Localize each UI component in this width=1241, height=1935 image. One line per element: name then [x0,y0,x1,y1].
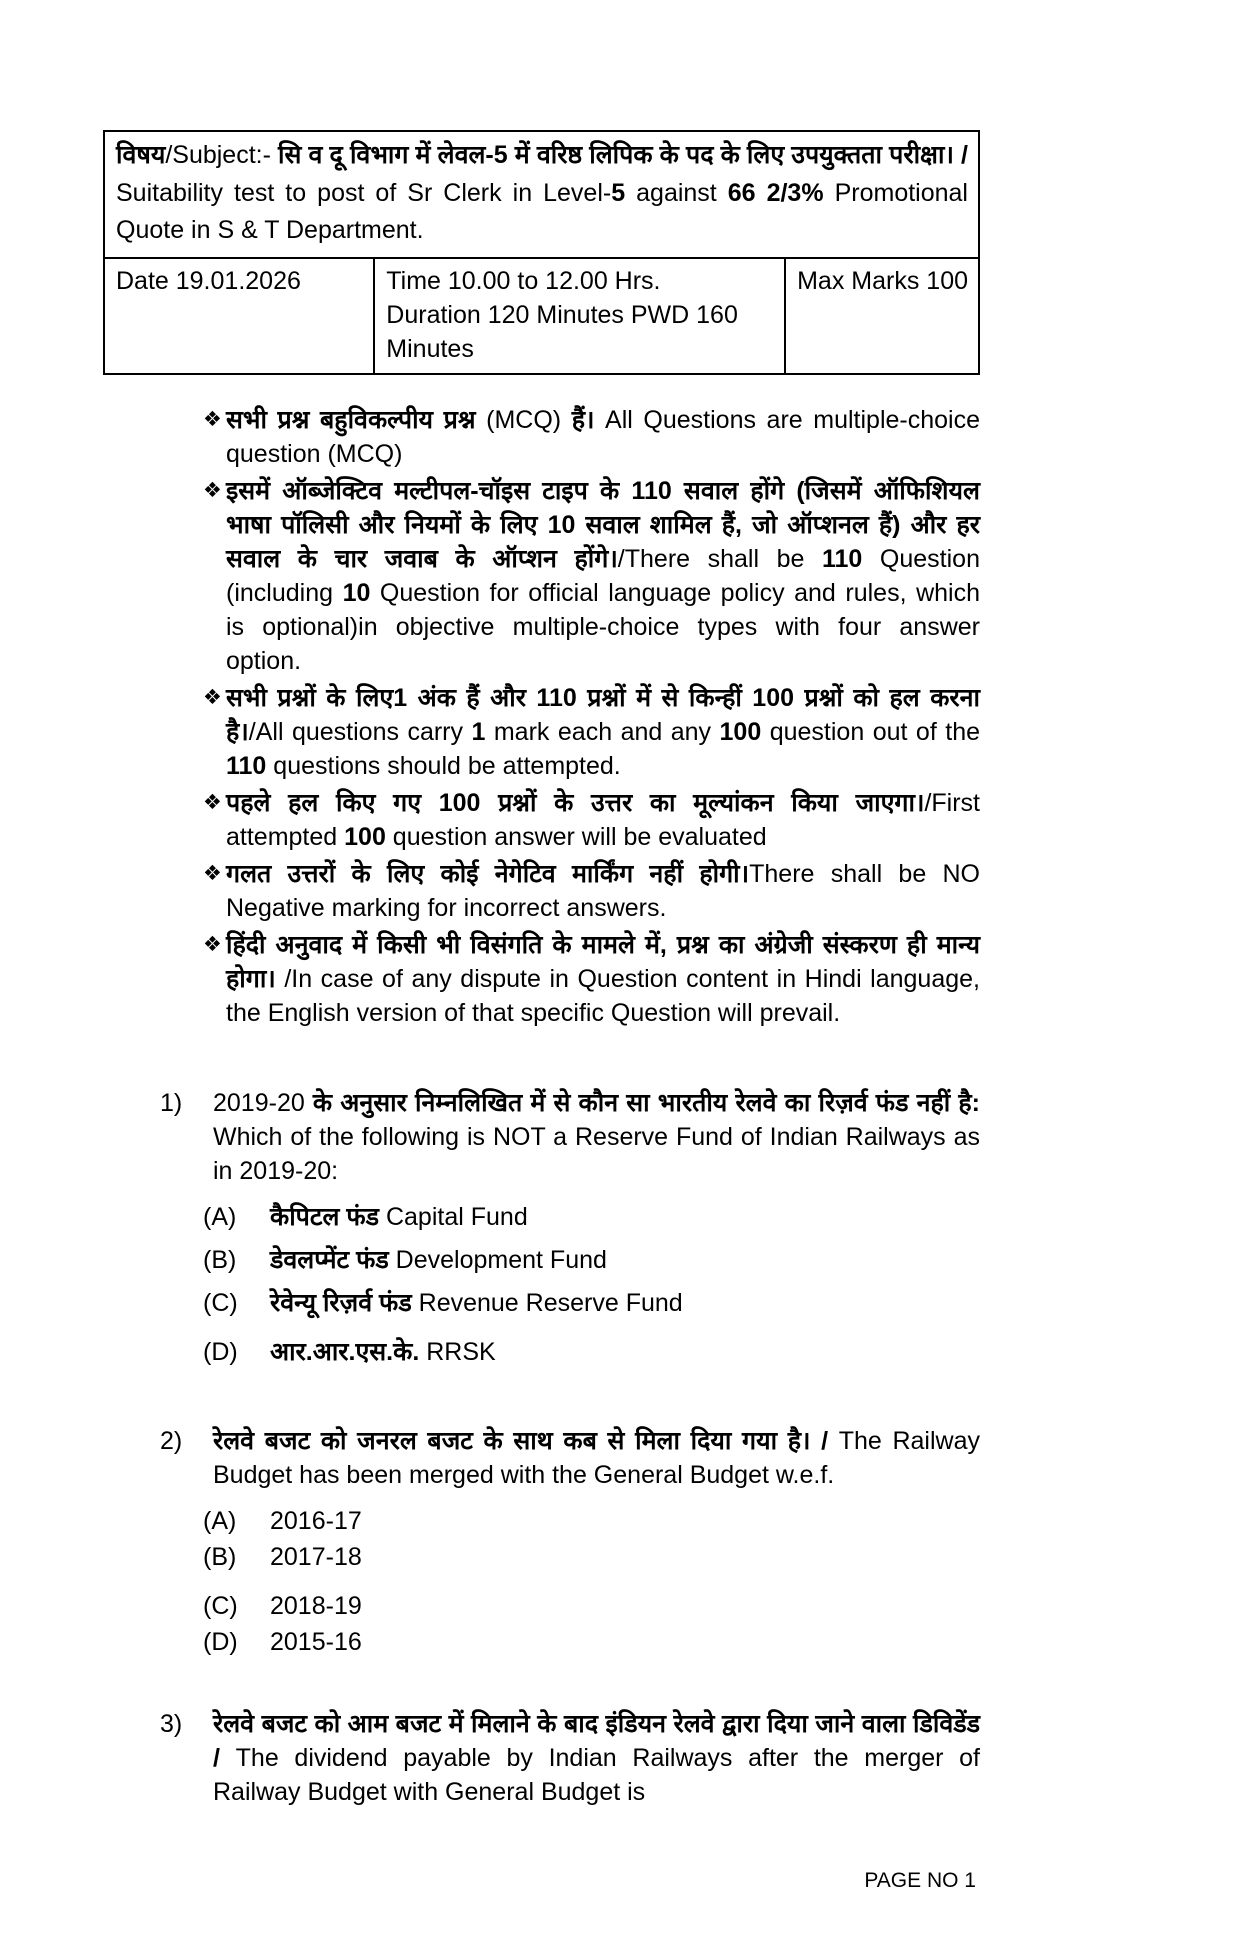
exam-meta-row [104,258,979,374]
instruction-item [203,403,980,471]
subject-row [104,131,979,258]
question-number: 2) [160,1426,183,1455]
instructions-list [103,403,980,1030]
option-label: (A) [203,1506,237,1535]
option-text: 2018-19 [270,1591,362,1620]
question-number: 3) [160,1709,183,1738]
option-text: कैपिटल फंड Capital Fund [270,1202,528,1231]
option-label: (B) [203,1542,237,1571]
option-text: 2015-16 [270,1627,362,1656]
option-label: (D) [203,1627,238,1656]
option-a [203,1504,980,1538]
diamond-bullet-icon: ❖ [203,932,222,956]
question-3 [103,1707,980,1821]
option-text: डेवलप्मेंट फंड Development Fund [270,1245,607,1274]
instruction-text: पहले हल किए गए 100 प्रश्नों के उत्तर का मूल्यांकन किया जाएगा।/First attempted 100 question answer will be evaluated [226,788,980,851]
option-b [203,1243,980,1277]
options-list [203,1504,980,1659]
option-label: (B) [203,1245,237,1274]
instruction-text: इसमें ऑब्जेक्टिव मल्टीपल-चॉइस टाइप के 110 सवाल होंगे (जिसमें ऑफिशियल भाषा पॉलिसी और नियमों के लिए 10 सवाल शामिल हैं, जो ऑप्शनल हैं) और हर सवाल के चार जवाब के ऑप्शन होंगे।/There shall be 110 Question (including 10 Question for official language policy and rules, which is optional)in objective multiple-choice types with four answer option. [226,476,980,675]
options-list [203,1200,980,1369]
diamond-bullet-icon: ❖ [203,407,222,431]
instruction-item [203,786,980,854]
diamond-bullet-icon: ❖ [203,685,222,709]
instruction-text: हिंदी अनुवाद में किसी भी विसंगति के मामले में, प्रश्न का अंग्रेजी संस्करण ही मान्य होगा। /In case of any dispute in Question content in Hindi language, the English version of that specific Question will prevail. [226,930,980,1027]
option-label: (A) [203,1202,237,1231]
exam-duration: Duration 120 Minutes PWD 160 Minutes [386,300,738,363]
option-label: (C) [203,1591,238,1620]
option-d [203,1335,980,1369]
option-c [203,1589,980,1623]
question-1 [103,1086,980,1378]
instruction-item [203,474,980,678]
exam-time-cell [374,258,785,374]
question-text: रेलवे बजट को जनरल बजट के साथ कब से मिला दिया गया है। / The Railway Budget has been merged with the General Budget w.e.f. [213,1426,980,1489]
subject-cell: विषय/Subject:- सि व दू विभाग में लेवल-5 में वरिष्ठ लिपिक के पद के लिए उपयुक्तता परीक्षा। / Suitability test to post of Sr Clerk in Level-5 against 66 2/3% Promotional Quote in S & T Department. [104,131,979,258]
option-b [203,1540,980,1574]
option-text: 2017-18 [270,1542,362,1571]
max-marks: Max Marks 100 [785,258,979,374]
option-text: आर.आर.एस.के. RRSK [270,1337,496,1366]
instruction-item [203,857,980,925]
instruction-text: सभी प्रश्न बहुविकल्पीय प्रश्न (MCQ) हैं। All Questions are multiple-choice question (MCQ) [226,405,981,468]
instruction-item [203,928,980,1030]
instruction-item [203,681,980,783]
diamond-bullet-icon: ❖ [203,478,222,502]
diamond-bullet-icon: ❖ [203,790,222,814]
question-2 [103,1424,980,1661]
option-d [203,1625,980,1659]
page-number: PAGE NO 1 [864,1868,976,1892]
option-label: (C) [203,1288,238,1317]
question-text: रेलवे बजट को आम बजट में मिलाने के बाद इंडियन रेलवे द्वारा दिया जाने वाला डिविडेंड / The dividend payable by Indian Railways after the merger of Railway Budget with General Budget is [213,1709,980,1806]
option-text: रेवेन्यू रिज़र्व फंड Revenue Reserve Fund [270,1288,683,1317]
option-text: 2016-17 [270,1506,362,1535]
header-table [103,130,980,375]
exam-time: Time 10.00 to 12.00 Hrs. [386,266,661,295]
questions-section [103,1086,980,1821]
instruction-text: सभी प्रश्नों के लिए1 अंक हैं और 110 प्रश्नों में से किन्हीं 100 प्रश्नों को हल करना है।/All questions carry 1 mark each and any 100 question out of the 110 questions should be attempted. [226,683,981,780]
instruction-text: गलत उत्तरों के लिए कोई नेगेटिव मार्किंग नहीं होगी।There shall be NO Negative marking for incorrect answers. [226,859,981,922]
question-text: 2019-20 के अनुसार निम्नलिखित में से कौन सा भारतीय रेलवे का रिज़र्व फंड नहीं है: Which of the following is NOT a Reserve Fund of Indian Railways as in 2019-20: [213,1088,980,1185]
diamond-bullet-icon: ❖ [203,861,222,885]
option-label: (D) [203,1337,238,1366]
question-number: 1) [160,1088,183,1117]
exam-date: Date 19.01.2026 [104,258,374,374]
option-a [203,1200,980,1234]
option-c [203,1286,980,1320]
